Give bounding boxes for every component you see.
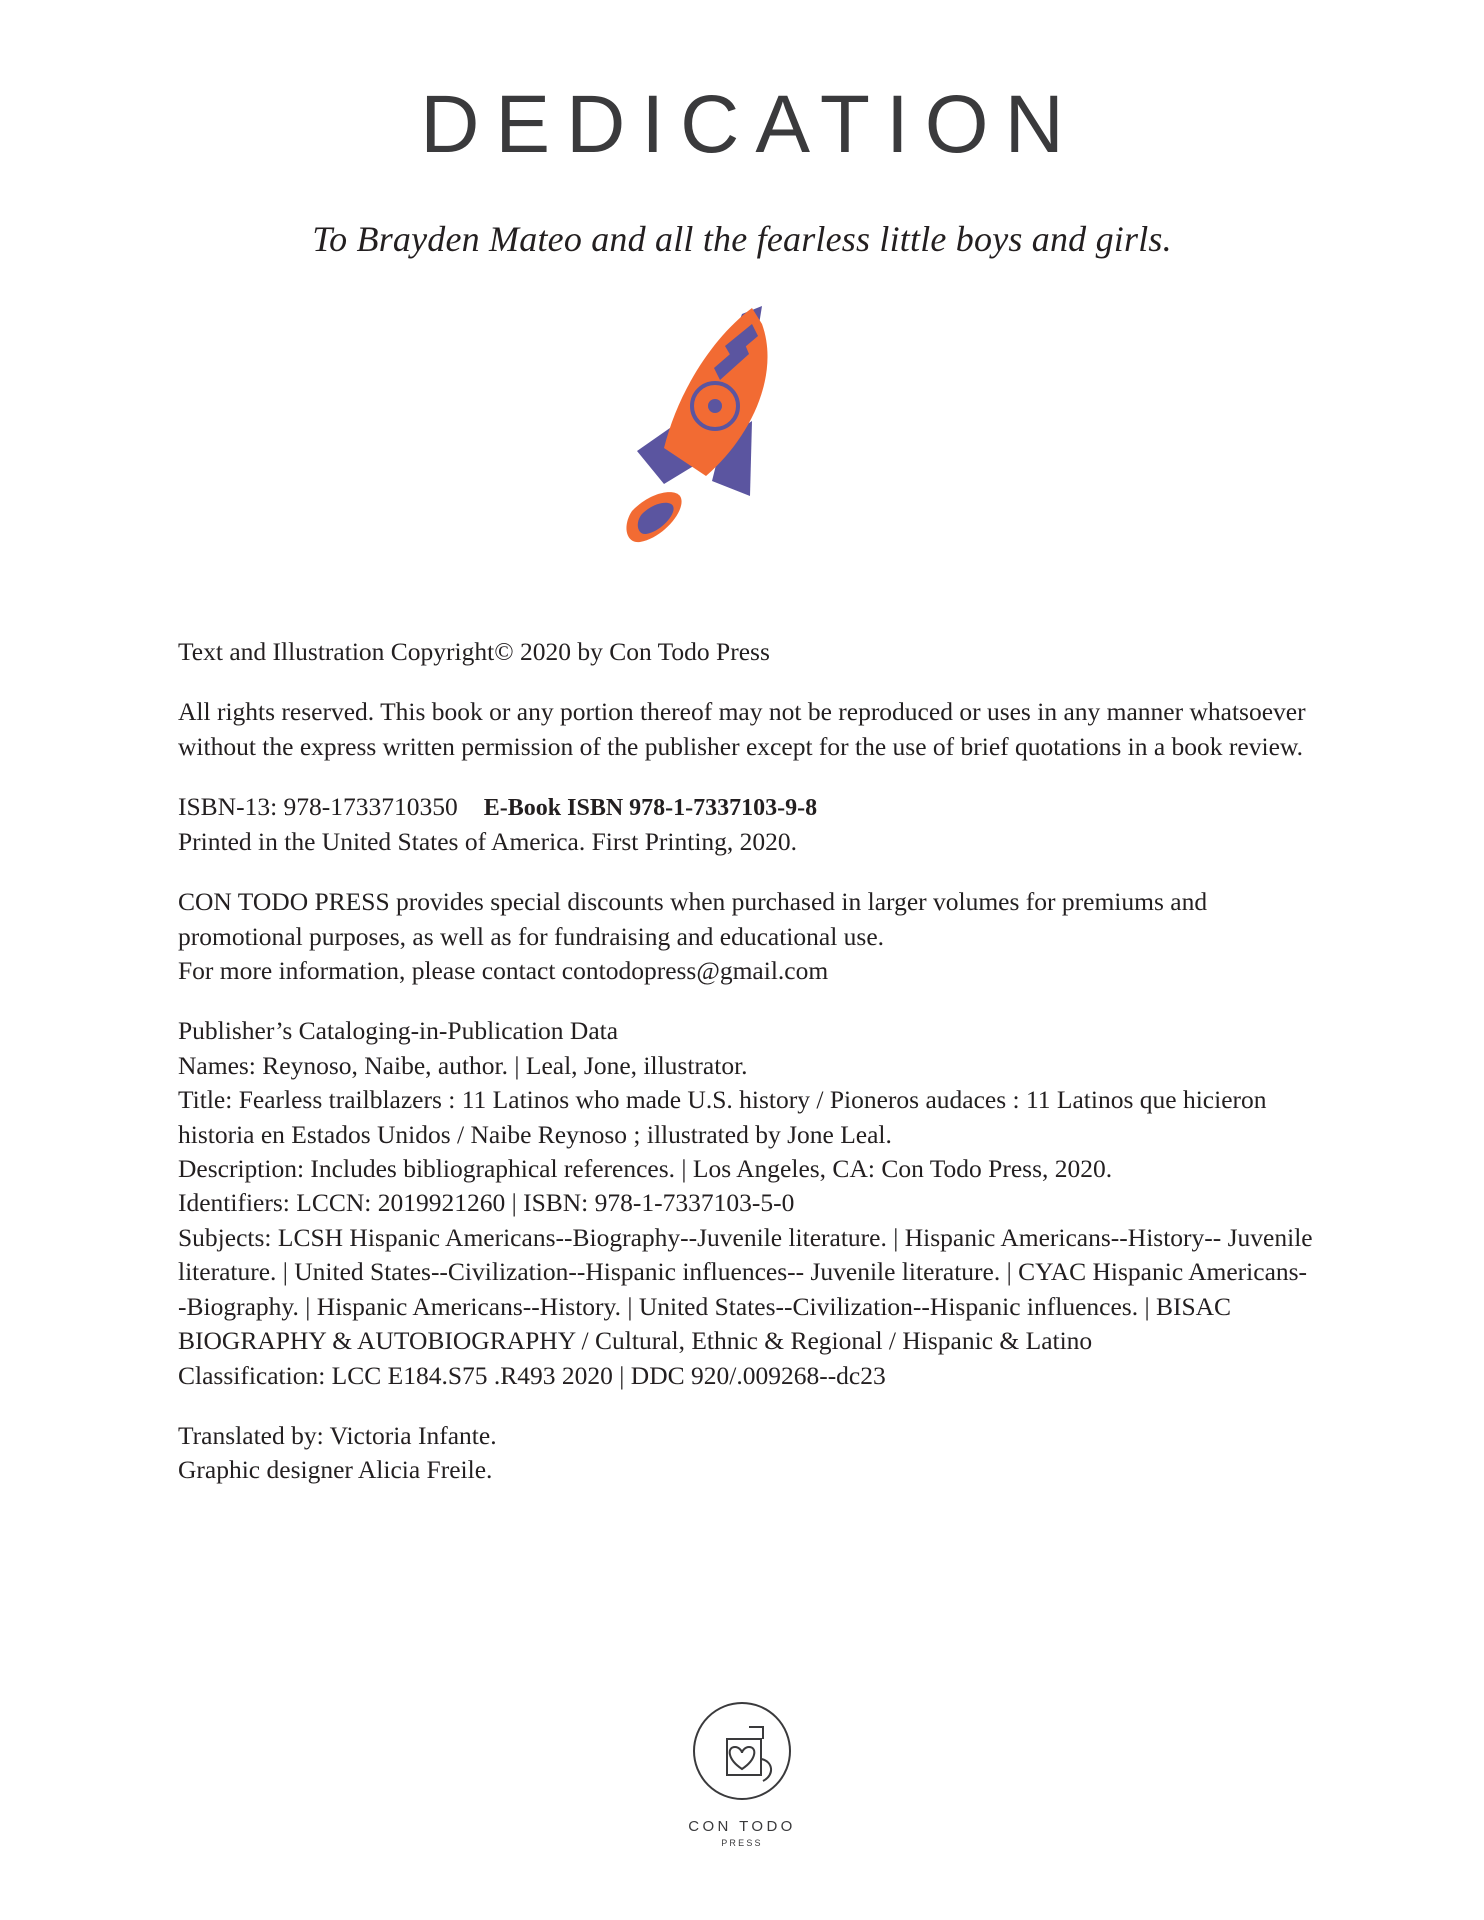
dedication-text: To Brayden Mateo and all the fearless little boys and girls. — [312, 219, 1172, 259]
isbn-print: ISBN-13: 978-1733710350 — [178, 792, 458, 822]
contact-line: For more information, please contact contodopress@gmail.com — [178, 955, 829, 985]
cip-heading: Publisher’s Cataloging-in-Publication Data — [178, 1016, 619, 1046]
cip-subjects: Subjects: LCSH Hispanic Americans--Biography--Juvenile literature. | Hispanic Americans--History-- Juvenile literature. | United States--Civilization--Hispanic influences-- Juvenile literature. | CYAC Hispanic Americans--Biography. | Hispanic Americans--History. | United States--Civilization--Hispanic influences. | BISAC BIOGRAPHY & AUTOBIOGRAPHY / Cultural, Ethnic & Regional / Hispanic & Latino — [178, 1222, 1313, 1356]
credits-block — [178, 1419, 1314, 1488]
cip-classification: Classification: LCC E184.S75 .R493 2020 | DDC 920/.009268--dc23 — [178, 1360, 886, 1390]
publisher-sub: PRESS — [721, 1838, 763, 1848]
cip-description: Description: Includes bibliographical references. | Los Angeles, CA: Con Todo Press, 2020. — [178, 1154, 1113, 1184]
copyright-block — [178, 635, 1314, 1488]
page-title: DEDICATION — [420, 79, 1080, 170]
cip-names: Names: Reynoso, Naibe, author. | Leal, Jone, illustrator. — [178, 1050, 748, 1080]
cip-identifiers: Identifiers: LCCN: 2019921260 | ISBN: 978-1-7337103-5-0 — [178, 1188, 795, 1218]
publisher-name: CON TODO — [688, 1818, 796, 1835]
heart-in-square-icon — [687, 1699, 797, 1809]
discounts-paragraph: CON TODO PRESS provides special discounts when purchased in larger volumes for premiums and promotional purposes, as well as for fundraising and educational use. — [178, 887, 1208, 951]
designer-credit: Graphic designer Alicia Freile. — [178, 1455, 493, 1485]
copyright-line: Text and Illustration Copyright© 2020 by Con Todo Press — [178, 637, 770, 666]
isbn-row — [178, 790, 1314, 824]
translator-credit: Translated by: Victoria Infante. — [178, 1421, 497, 1451]
publisher-logo — [0, 1699, 1484, 1848]
cip-block — [178, 1014, 1314, 1393]
rocket-illustration — [0, 296, 1484, 566]
rights-paragraph: All rights reserved. This book or any portion thereof may not be reproduced or uses in any manner whatsoever without the express written permission of the publisher except for the use of brief quotations in a book review. — [178, 697, 1306, 761]
isbn-ebook: E-Book ISBN 978-1-7337103-9-8 — [483, 795, 818, 822]
cip-title: Title: Fearless trailblazers : 11 Latinos who made U.S. history / Pioneros audaces : 11 Latinos que hicieron historia en Estados Unidos / Naibe Reynoso ; illustrated by Jone Leal. — [178, 1085, 1267, 1149]
rocket-icon — [592, 296, 892, 566]
printing-line: Printed in the United States of America. First Printing, 2020. — [178, 826, 798, 856]
